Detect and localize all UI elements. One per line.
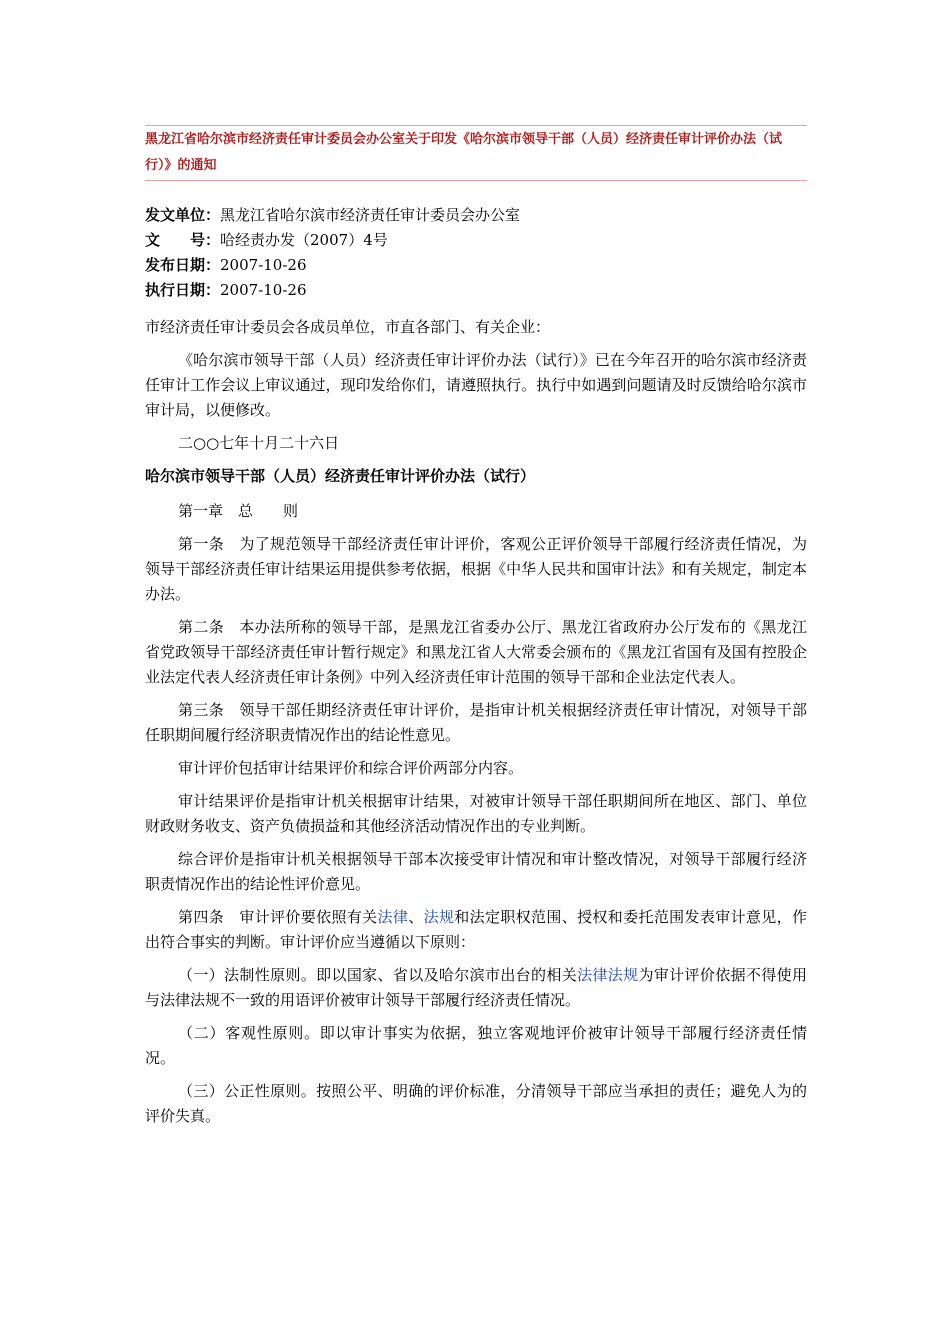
- salutation: 市经济责任审计委员会各成员单位，市直各部门、有关企业：: [145, 318, 551, 336]
- principle-3: （三）公正性原则。按照公平、明确的评价标准，分清领导干部应当承担的责任；避免人为的评价失真。: [145, 1082, 807, 1125]
- document-meta: [145, 203, 807, 303]
- meta-label: 发文单位：: [145, 206, 221, 224]
- meta-label: 发布日期：: [145, 256, 221, 274]
- chapter-heading: 第一章 总 则: [178, 502, 299, 520]
- article-3: 第三条 领导干部任期经济责任审计评价，是指审计机关根据经济责任审计情况，对领导干部任职期间履行经济职责情况作出的结论性意见。: [145, 701, 807, 744]
- principle-1-text: （一）法制性原则。即以国家、省以及哈尔滨市出台的相关: [178, 966, 578, 984]
- meta-value: 2007-10-26: [220, 256, 307, 274]
- document-title: 黑龙江省哈尔滨市经济责任审计委员会办公室关于印发《哈尔滨市领导干部（人员）经济责任审计评价办法（试行）》的通知: [145, 125, 807, 181]
- document-page: [145, 125, 807, 1137]
- meta-label: 执行日期：: [145, 281, 221, 299]
- principle-1: [145, 963, 807, 1013]
- meta-value: 黑龙江省哈尔滨市经济责任审计委员会办公室: [220, 206, 521, 224]
- article-2: 第二条 本办法所称的领导干部，是黑龙江省委办公厅、黑龙江省政府办公厅发布的《黑龙江省党政领导干部经济责任审计暂行规定》和黑龙江省人大常委会颁布的《黑龙江省国有及国有控股企业法定代表人经济责任审计条例》中列入经济责任审计范围的领导干部和企业法定代表人。: [145, 618, 807, 686]
- article-4: [145, 905, 807, 955]
- article-4-separator: 、: [408, 908, 424, 926]
- meta-value: 2007-10-26: [220, 281, 307, 299]
- date-line: 二○○七年十月二十六日: [178, 434, 340, 452]
- meta-effective-date: [145, 278, 807, 303]
- meta-publish-date: [145, 253, 807, 278]
- article-1: 第一条 为了规范领导干部经济责任审计评价，客观公正评价领导干部履行经济责任情况，为领导干部经济责任审计结果运用提供参考依据，根据《中华人民共和国审计法》和有关规定，制定本办法。: [145, 535, 807, 603]
- article-3-paragraph-4: 综合评价是指审计机关根据领导干部本次接受审计情况和审计整改情况，对领导干部履行经济职责情况作出的结论性评价意见。: [145, 850, 807, 893]
- meta-doc-number: [145, 228, 807, 253]
- laws-regulations-link[interactable]: 法律法规: [577, 966, 639, 984]
- article-3-paragraph-3: 审计结果评价是指审计机关根据审计结果，对被审计领导干部任职期间所在地区、部门、单位财政财务收支、资产负债损益和其他经济活动情况作出的专业判断。: [145, 792, 807, 835]
- regulation-link[interactable]: 法规: [423, 908, 455, 926]
- section-heading: 哈尔滨市领导干部（人员）经济责任审计评价办法（试行）: [145, 467, 536, 485]
- meta-value: 哈经责办发（2007）4号: [220, 231, 388, 249]
- principle-1-text-rest: 为审计评价依据不得使用与法律法规不一致的用语评价被审计领导干部履行经济责任情况。: [145, 966, 807, 1009]
- principle-2: （二）客观性原则。即以审计事实为依据，独立客观地评价被审计领导干部履行经济责任情况。: [145, 1024, 807, 1067]
- law-link[interactable]: 法律: [377, 908, 409, 926]
- article-3-paragraph-2: 审计评价包括审计结果评价和综合评价两部分内容。: [178, 759, 524, 777]
- meta-label: 文 号：: [145, 231, 221, 249]
- article-4-text-rest: 和法定职权范围、授权和委托范围发表审计意见，作出符合事实的判断。审计评价应当遵循以下原则：: [145, 908, 807, 951]
- article-4-text: 第四条 审计评价要依照有关: [178, 908, 378, 926]
- notice-body: 《哈尔滨市领导干部（人员）经济责任审计评价办法（试行）》已在今年召开的哈尔滨市经济责任审计工作会议上审议通过，现印发给你们，请遵照执行。执行中如遇到问题请及时反馈给哈尔滨市审计局，以便修改。: [145, 351, 807, 419]
- meta-issuer: [145, 203, 807, 228]
